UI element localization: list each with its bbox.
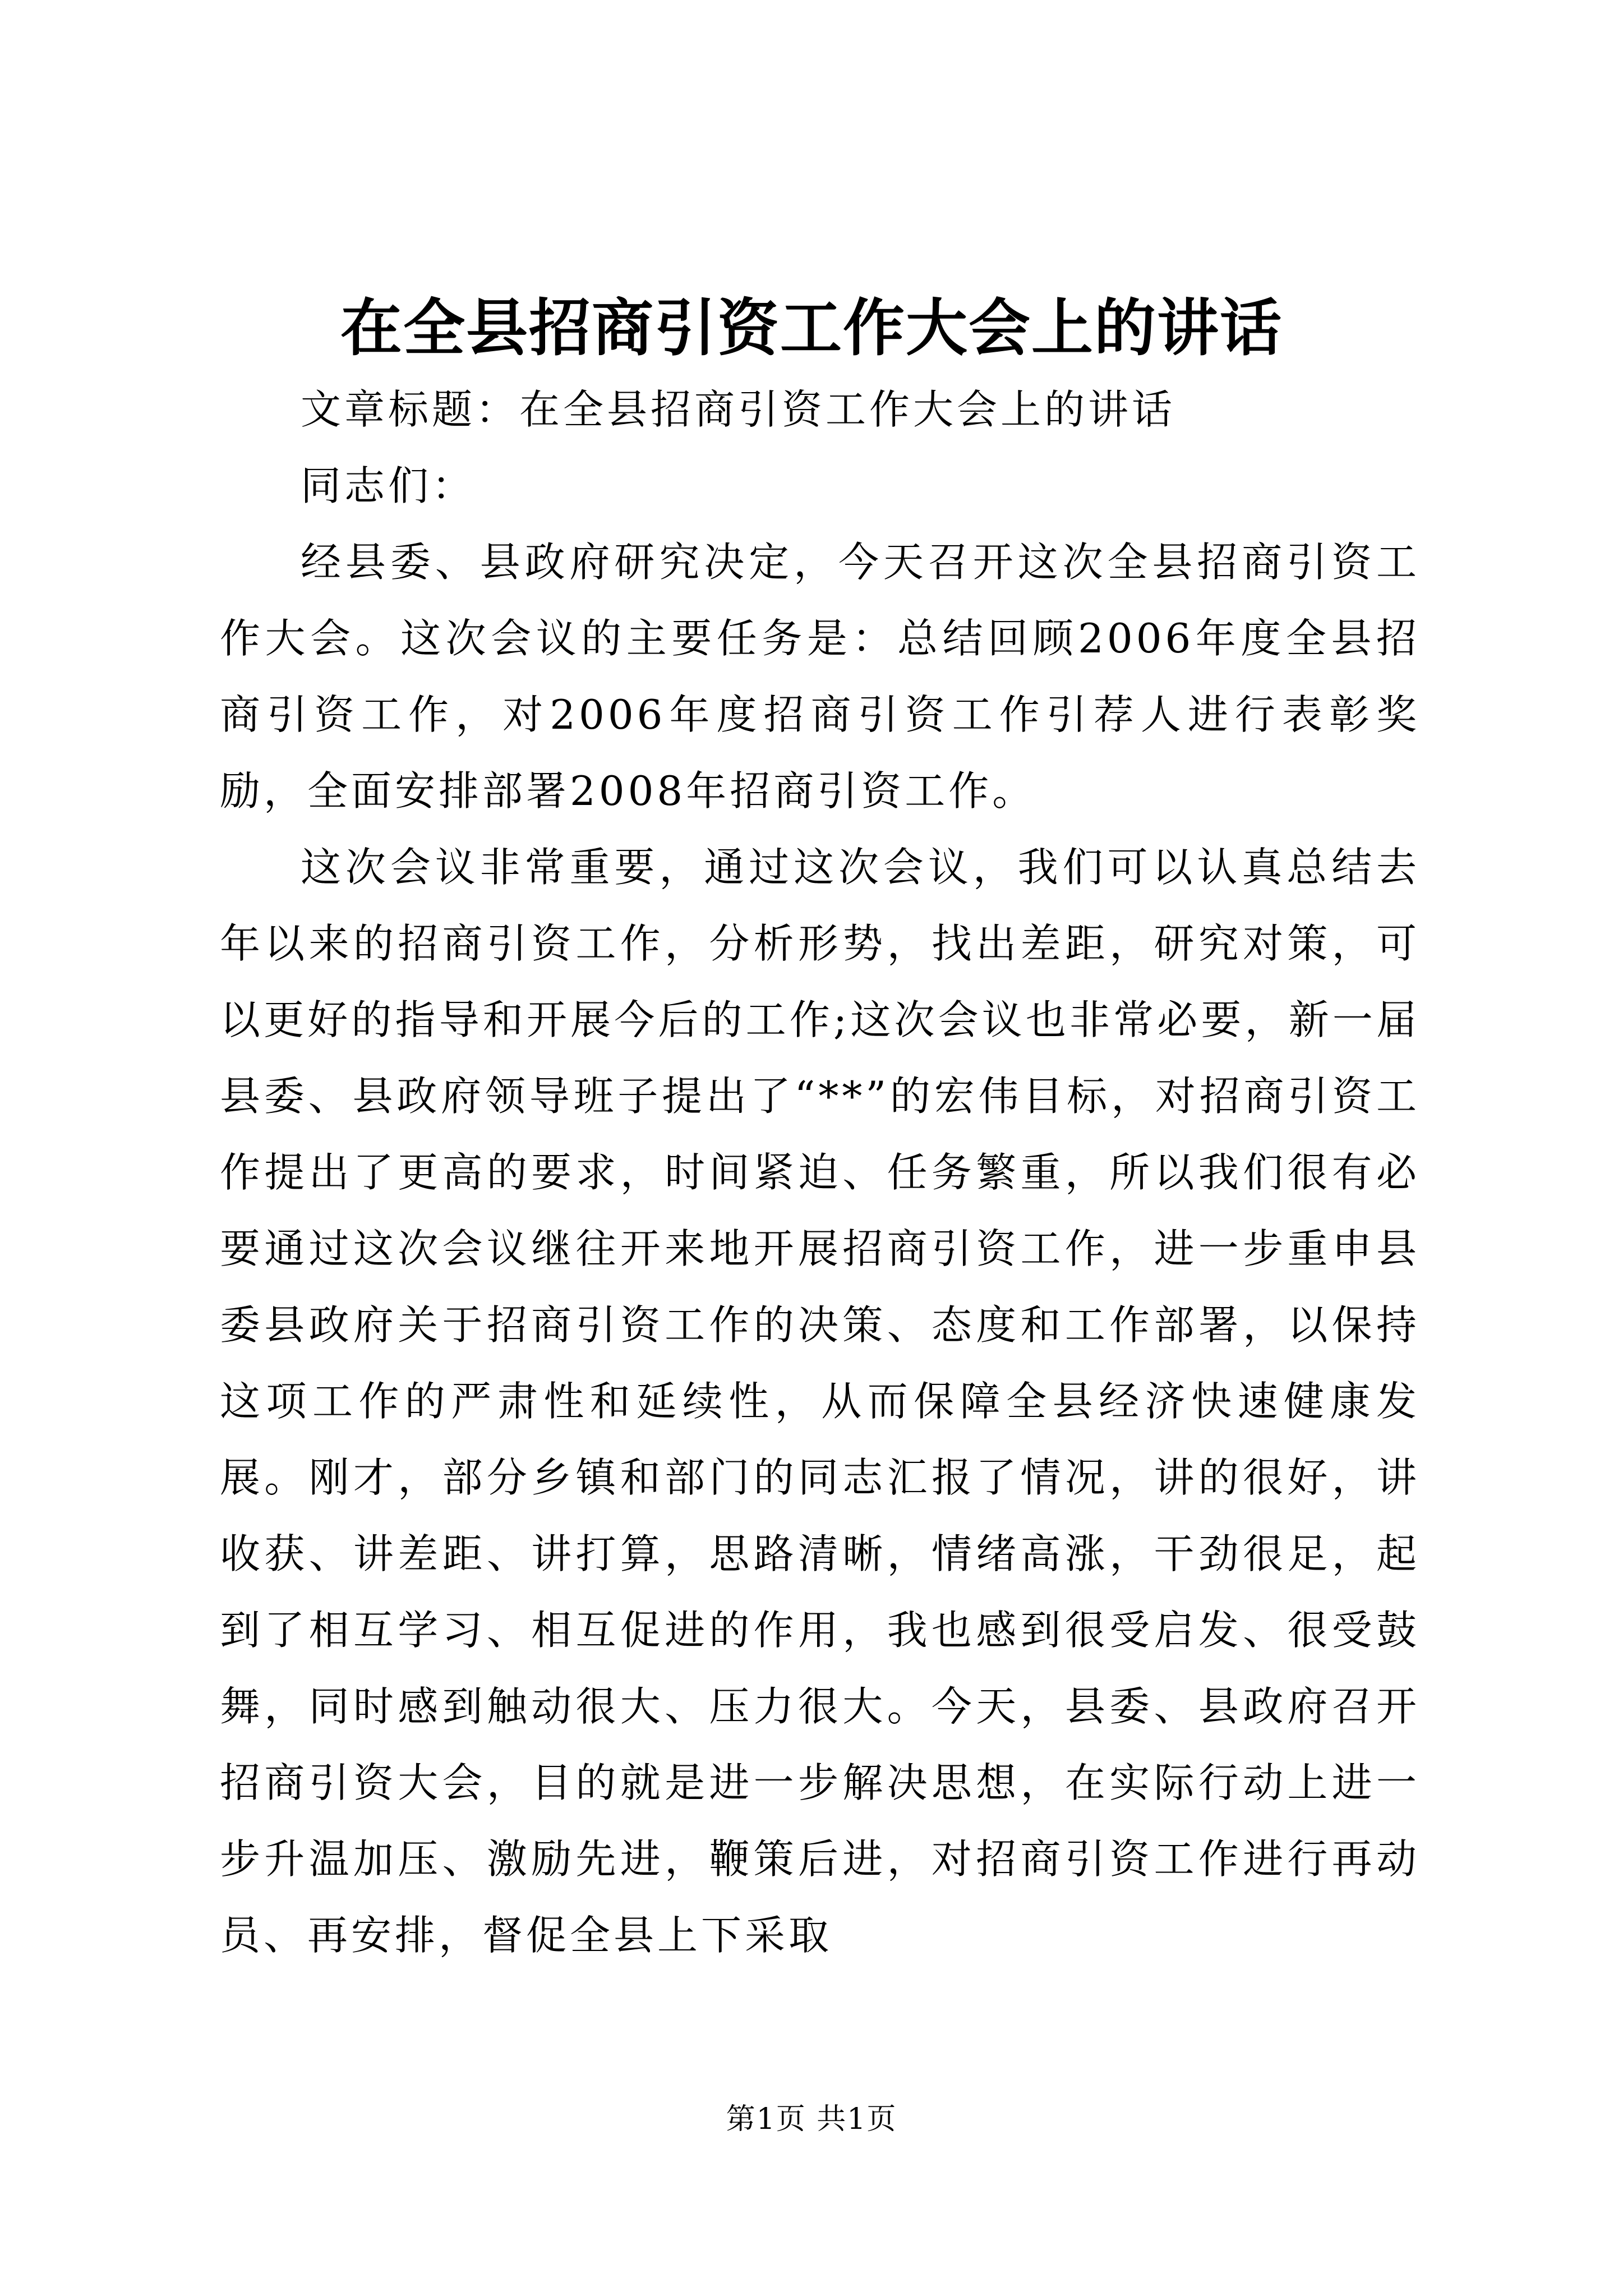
- paragraph-salutation: 同志们：: [301, 462, 476, 509]
- document-title: 在全县招商引资工作大会上的讲话: [340, 292, 1283, 364]
- document-body: [220, 371, 1420, 1973]
- page-footer: 第1页 共1页: [726, 2102, 897, 2136]
- paragraph-meeting-purpose: 经县委、县政府研究决定，今天召开这次全县招商引资工作大会。这次会议的主要任务是：总结回顾2006年度全县招商引资工作，对2006年度招商引资工作引荐人进行表彰奖励，全面安排部署2008年招商引资工作。: [220, 539, 1420, 815]
- paragraph-meeting-importance: 这次会议非常重要，通过这次会议，我们可以认真总结去年以来的招商引资工作，分析形势，找出差距，研究对策，可以更好的指导和开展今后的工作;这次会议也非常必要，新一届县委、县政府领导班子提出了“**”的宏伟目标，对招商引资工作提出了更高的要求，时间紧迫、任务繁重，所以我们很有必要通过这次会议继往开来地开展招商引资工作，进一步重申县委县政府关于招商引资工作的决策、态度和工作部署，以保持这项工作的严肃性和延续性，从而保障全县经济快速健康发展。刚才，部分乡镇和部门的同志汇报了情况，讲的很好，讲收获、讲差距、讲打算，思路清晰，情绪高涨，干劲很足，起到了相互学习、相互促进的作用，我也感到很受启发、很受鼓舞，同时感到触动很大、压力很大。今天，县委、县政府召开招商引资大会，目的就是进一步解决思想，在实际行动上进一步升温加压、激励先进，鞭策后进，对招商引资工作进行再动员、再安排，督促全县上下采取: [220, 844, 1420, 1959]
- paragraph-article-title: 文章标题：在全县招商引资工作大会上的讲话: [301, 386, 1176, 433]
